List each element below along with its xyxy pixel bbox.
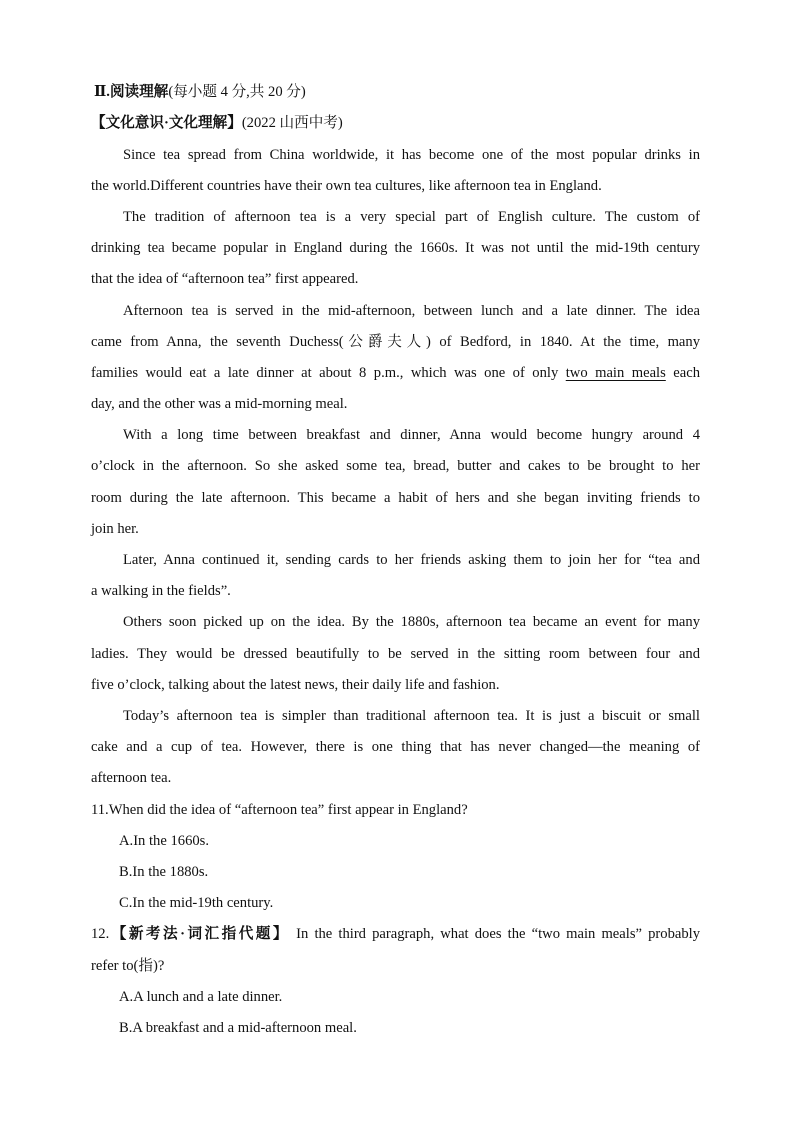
passage-p3-line3-end: each <box>665 365 700 381</box>
passage-p4-line4: join her. <box>91 521 139 537</box>
passage-p7-line2: cake and a cup of tea. However, there is one thing that has never changed—the meaning of <box>91 739 700 755</box>
question-12-stem-text: In the third paragraph, what does the “two main meals” probably <box>296 926 700 942</box>
passage-p5-line2: a walking in the fields”. <box>91 583 231 599</box>
passage-p3-line2: came from Anna, the seventh Duchess(公爵夫人) of Bedford, in 1840. At the time, many <box>91 334 700 350</box>
passage-p1-line2: the world.Different countries have their own tea cultures, like afternoon tea in England. <box>91 178 602 194</box>
question-12-option-a: A.A lunch and a late dinner. <box>119 989 283 1005</box>
question-11-stem: 11.When did the idea of “afternoon tea” first appear in England? <box>91 802 468 818</box>
passage-p3-line3-start: families would eat a late dinner at about 8 p.m., which was one of only <box>91 365 566 381</box>
passage-p3-line1: Afternoon tea is served in the mid-afternoon, between lunch and a late dinner. The idea <box>123 303 700 319</box>
passage-p6-line1: Others soon picked up on the idea. By the 1880s, afternoon tea became an event for many <box>123 614 700 630</box>
passage-p4-line1: With a long time between breakfast and dinner, Anna would become hungry around 4 <box>123 427 700 443</box>
section-heading-title: Ⅱ.阅读理解 <box>94 84 169 100</box>
passage-p2-line3: that the idea of “afternoon tea” first appeared. <box>91 271 359 287</box>
question-12-stem-line2: refer to(指)? <box>91 958 165 974</box>
section-tag-label: 【文化意识·文化理解】 <box>91 115 242 131</box>
section-heading-scoring: (每小题 4 分,共 20 分) <box>168 84 306 100</box>
section-tag <box>91 113 343 133</box>
passage-p7-line3: afternoon tea. <box>91 770 172 786</box>
question-12-option-b: B.A breakfast and a mid-afternoon meal. <box>119 1020 357 1036</box>
passage-p6-line3: five o’clock, talking about the latest news, their daily life and fashion. <box>91 677 500 693</box>
question-12-stem-line1 <box>91 924 700 944</box>
passage-p7-line1: Today’s afternoon tea is simpler than traditional afternoon tea. It is just a biscuit or small <box>123 708 700 724</box>
section-tag-source: (2022 山西中考) <box>241 115 343 131</box>
question-11-option-c: C.In the mid-19th century. <box>119 895 274 911</box>
passage-p3-line4: day, and the other was a mid-morning meal. <box>91 396 348 412</box>
passage-p2-line1: The tradition of afternoon tea is a very special part of English culture. The custom of <box>123 209 700 225</box>
passage-p6-line2: ladies. They would be dressed beautifully to be served in the sitting room between four and <box>91 646 700 662</box>
section-heading <box>94 82 306 102</box>
passage-p4-line2: o’clock in the afternoon. So she asked some tea, bread, butter and cakes to be brought to her <box>91 458 700 474</box>
underlined-phrase-two-main-meals: two main meals <box>565 365 666 381</box>
question-11-option-b: B.In the 1880s. <box>119 864 209 880</box>
passage-p1-line1: Since tea spread from China worldwide, it has become one of the most popular drinks in <box>123 147 700 163</box>
passage-p4-line3: room during the late afternoon. This became a habit of hers and she began inviting friends to <box>91 490 700 506</box>
passage-p2-line2: drinking tea became popular in England during the 1660s. It was not until the mid-19th century <box>91 240 700 256</box>
question-12-number: 12. <box>91 926 110 942</box>
question-12-tag: 【新考法·词汇指代题】 <box>109 926 290 942</box>
passage-p3-line3 <box>91 363 700 383</box>
passage-p5-line1: Later, Anna continued it, sending cards to her friends asking them to join her for “tea and <box>123 552 700 568</box>
question-11-option-a: A.In the 1660s. <box>119 833 209 849</box>
